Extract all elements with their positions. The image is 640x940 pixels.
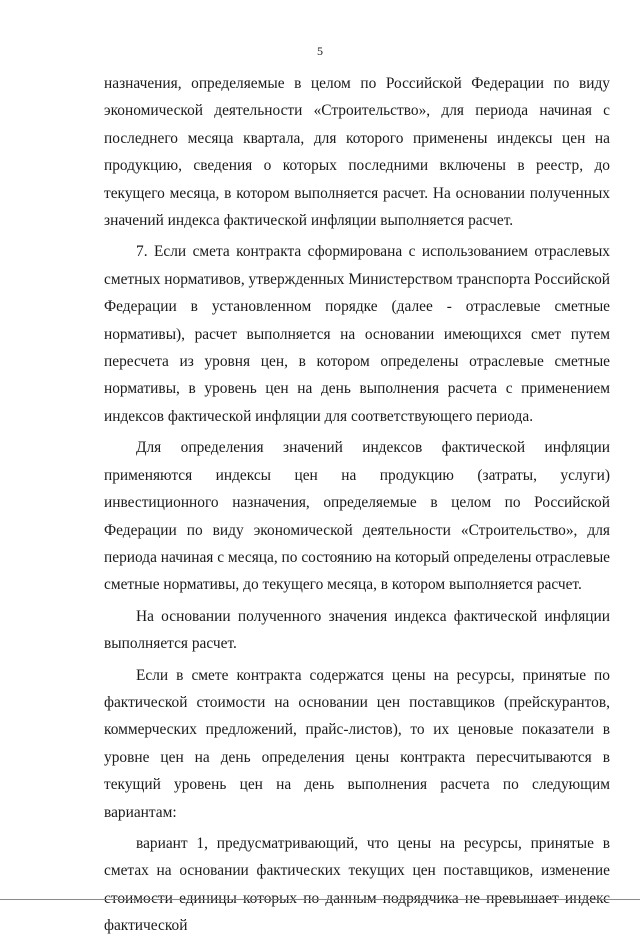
document-body bbox=[104, 70, 610, 940]
paragraph-inflation-indices: Для определения значений индексов фактической инфляции применяются индексы цен на продукцию (затраты, услуги) инвестиционного назначения, определяемые в целом по Российской Федерации по виду экономической деятельности «Строительство», для периода начиная с месяца, по состоянию на который определены отраслевые сметные нормативы, до текущего месяца, в котором выполняется расчет. bbox=[104, 439, 610, 594]
page-number: 5 bbox=[317, 44, 323, 58]
paragraph-continuation: назначения, определяемые в целом по Российской Федерации по виду экономической деятельности «Строительство», для периода начиная с последнего месяца квартала, для которого применены индексы цен на продукцию, сведения о которых последними включены в реестр, до текущего месяца, в котором выполняется расчет. На основании полученных значений индекса фактической инфляции выполняется расчет. bbox=[104, 75, 610, 230]
bottom-divider bbox=[0, 899, 640, 900]
paragraph-calculation-basis: На основании полученного значения индекса фактической инфляции выполняется расчет. bbox=[104, 607, 610, 653]
paragraph-resource-prices: Если в смете контракта содержатся цены на ресурсы, принятые по фактической стоимости на основании цен поставщиков (прейскурантов, коммерческих предложений, прайс-листов), то их ценовые показатели в уровне цен на день определения цены контракта пересчитываются в текущий уровень цен на день выполнения расчета по следующим вариантам: bbox=[104, 666, 610, 821]
paragraph-variant-1: вариант 1, предусматривающий, что цены на ресурсы, принятые в сметах на основании фактических текущих цен поставщиков, изменение стоимости единицы которых по данным подрядчика не превышает индекс фактической bbox=[104, 834, 610, 935]
paragraph-clause-7: 7. Если смета контракта сформирована с использованием отраслевых сметных нормативов, утвержденных Министерством транспорта Российской Федерации в установленном порядке (далее - отраслевые сметные нормативы), расчет выполняется на основании имеющихся смет путем пересчета из уровня цен, в котором определены отраслевые сметные нормативы, в уровень цен на день выполнения расчета с применением индексов фактической инфляции для соответствующего периода. bbox=[104, 243, 610, 425]
